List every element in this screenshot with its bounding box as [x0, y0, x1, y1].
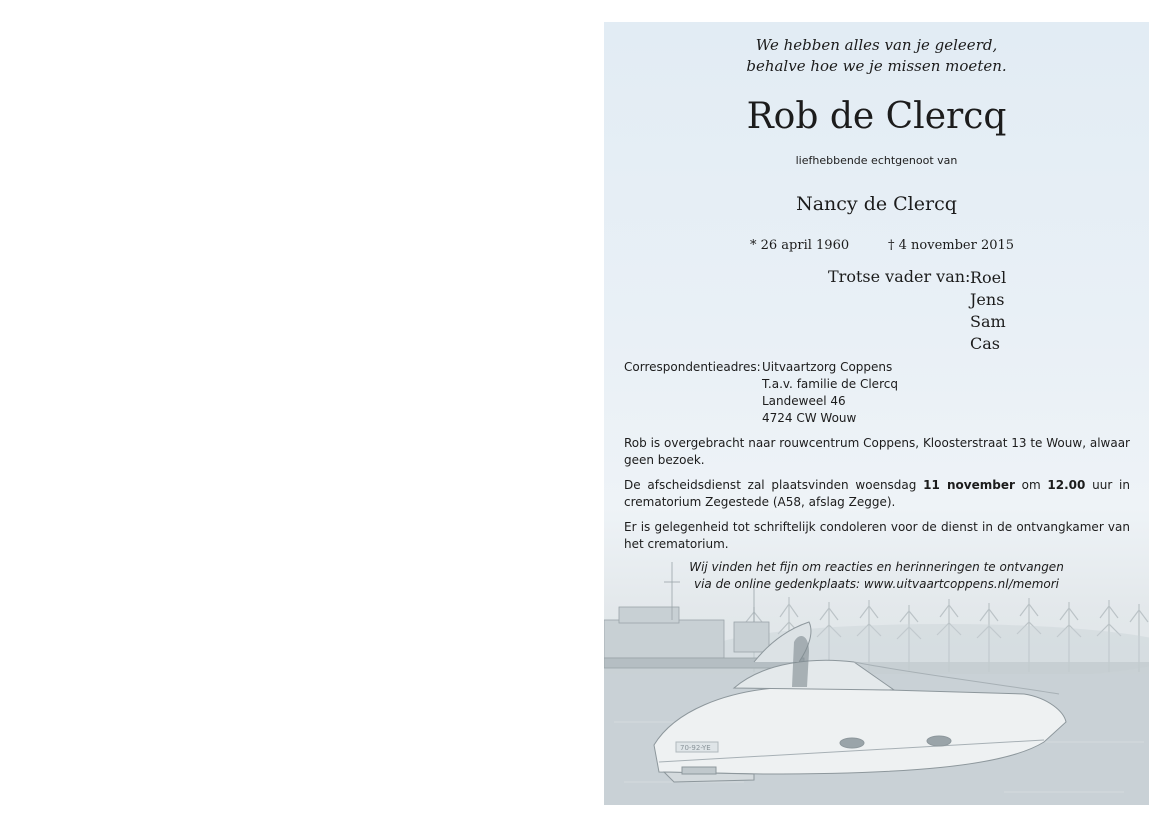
child-name: Sam [970, 312, 1006, 331]
death-date: † 4 november 2015 [888, 238, 1015, 253]
birth-date: * 26 april 1960 [750, 238, 850, 253]
poem-line-2: behalve hoe we je missen moeten. [746, 57, 1007, 75]
address-line: Landeweel 46 [762, 394, 846, 408]
paragraph-service: De afscheidsdienst zal plaatsvinden woensdag 11 november om 12.00 uur in crematorium Zegestede (A58, afslag Zegge). [624, 478, 1130, 509]
correspondence-address [624, 359, 898, 425]
proud-father-label: Trotse vader van: [828, 267, 971, 286]
online-line-1: Wij vinden het fijn om reacties en herinneringen te ontvangen [689, 560, 1064, 574]
deceased-name: Rob de Clercq [746, 96, 1007, 137]
service-date: 11 november [923, 478, 1015, 492]
child-name: Roel [970, 268, 1007, 287]
paragraph-transfer: Rob is overgebracht naar rouwcentrum Coppens, Kloosterstraat 13 te Wouw, alwaar geen bezoek. [624, 436, 1130, 467]
paragraph-condolence: Er is gelegenheid tot schriftelijk condoleren voor de dienst in de ontvangkamer van het crematorium. [624, 520, 1130, 551]
online-line-2: via de online gedenkplaats: www.uitvaartcoppens.nl/memori [693, 577, 1060, 591]
child-name: Cas [970, 334, 1000, 353]
correspondence-label: Correspondentieadres: [624, 360, 761, 374]
online-memorial-note [604, 559, 1149, 593]
boat-registration: 70-92-YE [680, 744, 711, 752]
address-line: 4724 CW Wouw [762, 411, 857, 425]
poem-line-1: We hebben alles van je geleerd, [755, 36, 998, 54]
service-time: 12.00 [1047, 478, 1086, 492]
relation-text: liefhebbende echtgenoot van [795, 154, 958, 167]
children-list [970, 267, 1006, 355]
address-line: T.a.v. familie de Clercq [762, 377, 898, 391]
condolence-card [604, 22, 1149, 805]
address-line: Uitvaartzorg Coppens [762, 360, 893, 374]
child-name: Jens [970, 290, 1005, 309]
spouse-name: Nancy de Clercq [796, 193, 957, 215]
